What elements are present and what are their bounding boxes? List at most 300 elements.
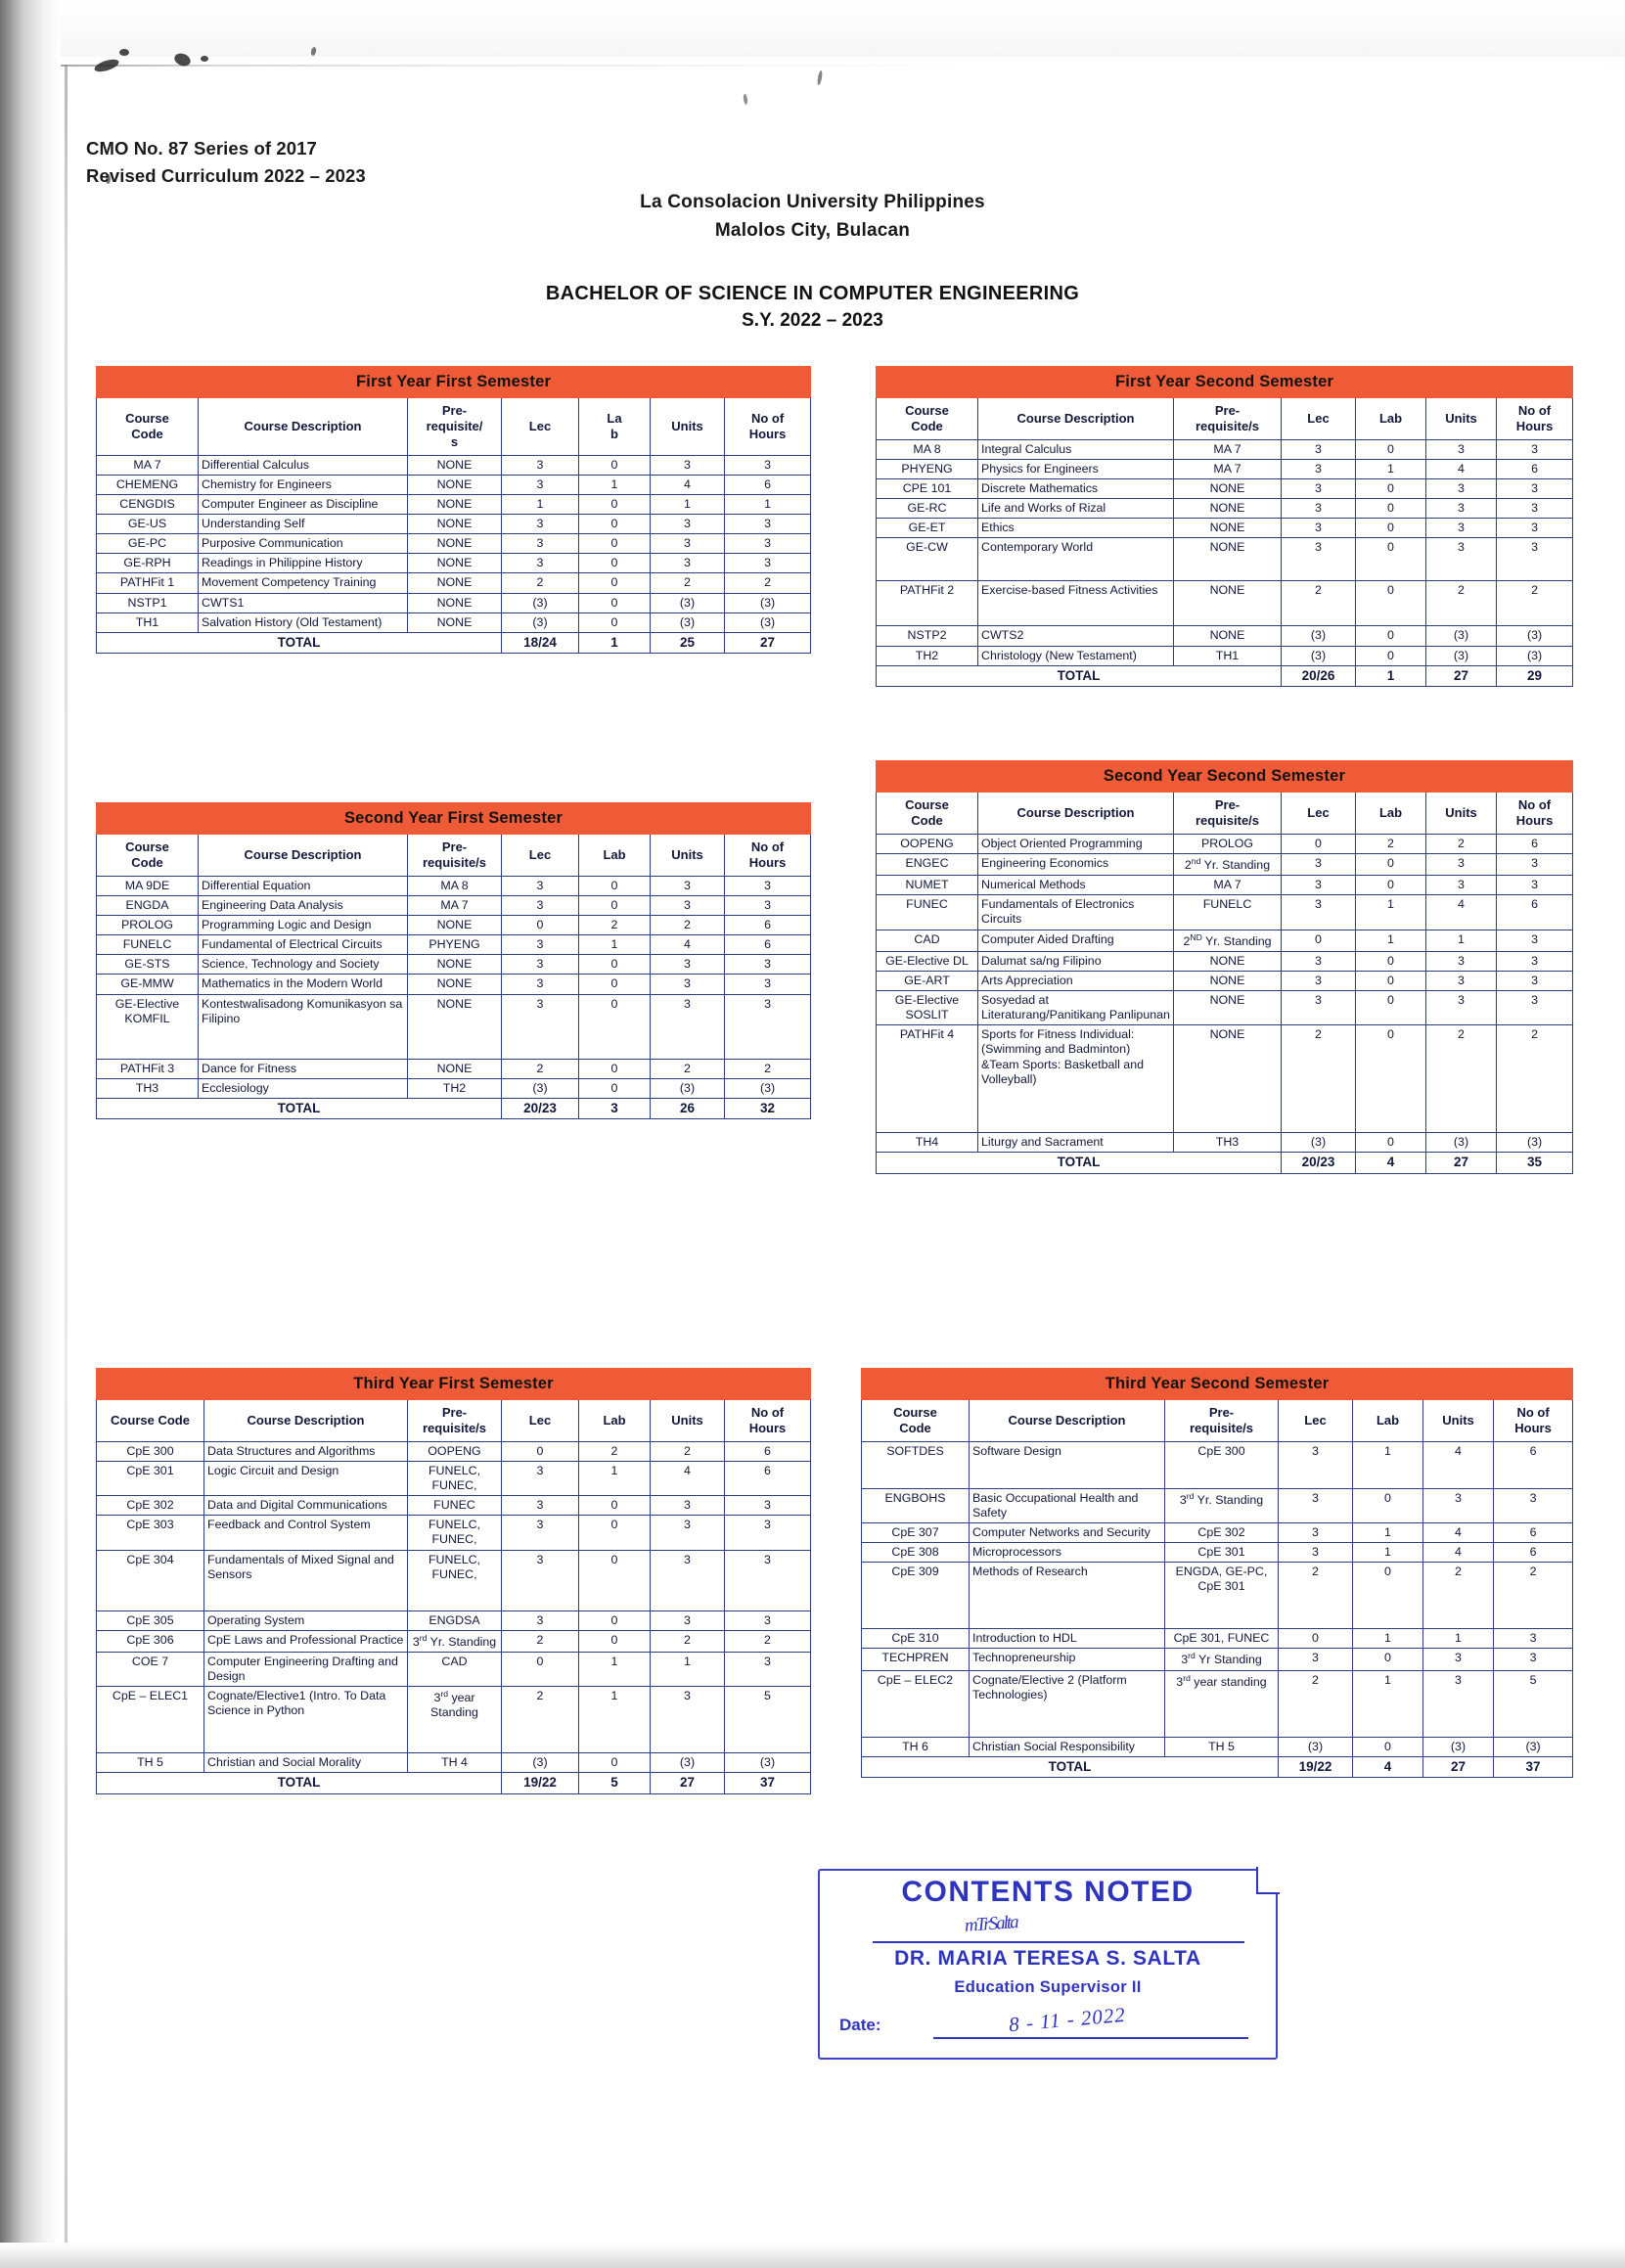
table-row (97, 554, 811, 573)
cell-prerequisite: NONE (1174, 479, 1282, 499)
banner-label: Third Year First Semester (97, 1369, 811, 1400)
table-row (862, 1488, 1573, 1522)
cell-units: 3 (651, 895, 725, 915)
cell-prerequisite: NONE (408, 916, 502, 935)
cell-lec: 3 (502, 1461, 579, 1495)
cell-description: Dance for Fitness (199, 1059, 408, 1078)
cell-code: TH3 (97, 1078, 199, 1098)
cell-lab: 0 (1353, 1563, 1423, 1629)
total-label: TOTAL (97, 1098, 502, 1118)
cell-prerequisite: 2ND Yr. Standing (1174, 930, 1282, 951)
scan-speck (201, 56, 208, 62)
cell-code: GE-RPH (97, 554, 199, 573)
cell-hours: 3 (1497, 538, 1573, 581)
cell-lab: 0 (1356, 853, 1426, 875)
cell-lab: 0 (1356, 581, 1426, 626)
cell-hours: 3 (725, 994, 811, 1059)
cell-prerequisite: CAD (408, 1652, 502, 1686)
cell-lec: 3 (1282, 499, 1356, 519)
scan-left-edge (0, 0, 61, 2268)
cell-hours: 6 (725, 916, 811, 935)
cell-lab: 0 (1353, 1488, 1423, 1522)
cell-hours: 3 (1497, 930, 1573, 951)
table-banner (877, 367, 1573, 398)
cell-description: Logic Circuit and Design (204, 1461, 408, 1495)
cell-lec: (3) (1279, 1737, 1353, 1756)
cell-prerequisite: NONE (1174, 951, 1282, 971)
cell-lab: 0 (1356, 876, 1426, 895)
header-units: Units (1426, 398, 1497, 440)
table-row (97, 876, 811, 895)
cell-description: Christology (New Testament) (978, 646, 1174, 665)
cell-code: CpE 305 (97, 1610, 204, 1630)
cell-lab: 1 (579, 935, 651, 955)
cell-code: FUNELC (97, 935, 199, 955)
cell-lec: (3) (1282, 1133, 1356, 1153)
table-row (97, 1059, 811, 1078)
cell-units: 2 (651, 573, 725, 593)
cell-lec: 0 (502, 916, 579, 935)
cell-hours: 6 (725, 1461, 811, 1495)
cell-lec: 3 (502, 994, 579, 1059)
cell-code: CpE 301 (97, 1461, 204, 1495)
scan-top-edge (0, 0, 1625, 57)
table-row (877, 930, 1573, 951)
cell-hours: 3 (1497, 439, 1573, 459)
cell-lab: 0 (1356, 1133, 1426, 1153)
university-city: Malolos City, Bulacan (714, 220, 911, 242)
cell-hours: (3) (1497, 646, 1573, 665)
table-row (862, 1563, 1573, 1629)
total-hours: 37 (1494, 1756, 1573, 1777)
cell-hours: (3) (1497, 1133, 1573, 1153)
cell-lab: 0 (579, 534, 651, 554)
cell-lec: 2 (1282, 1025, 1356, 1133)
table-total-row (877, 665, 1573, 686)
table-row (877, 581, 1573, 626)
cell-hours: 3 (1497, 519, 1573, 538)
table-row (97, 895, 811, 915)
cell-lab: 0 (1356, 1025, 1426, 1133)
cell-hours: (3) (1494, 1737, 1573, 1756)
scan-top-line (61, 65, 1625, 67)
date-rule (933, 2037, 1248, 2039)
header-prerequisite: Pre- requisite/ s (408, 398, 502, 456)
cell-units: 4 (1423, 1543, 1494, 1563)
cell-lec: (3) (1282, 646, 1356, 665)
cell-lec: 3 (1282, 459, 1356, 478)
cell-units: 3 (651, 1610, 725, 1630)
header-prerequisite: Pre- requisite/s (1174, 398, 1282, 440)
cell-units: 3 (1426, 876, 1497, 895)
table-row (97, 916, 811, 935)
cell-prerequisite: 2nd Yr. Standing (1174, 853, 1282, 875)
cell-hours: 6 (725, 935, 811, 955)
cell-prerequisite: NONE (408, 515, 502, 534)
table-row (97, 1610, 811, 1630)
table-row (97, 455, 811, 475)
date-label: Date: (839, 2016, 881, 2034)
table-first-year-first-semester (96, 366, 811, 654)
cell-units: (3) (1426, 1133, 1497, 1153)
table-row (877, 439, 1573, 459)
cell-lab: 0 (579, 494, 651, 514)
banner-label: Third Year Second Semester (862, 1369, 1573, 1400)
cell-units: 3 (1426, 439, 1497, 459)
table-row (97, 573, 811, 593)
cell-description: Exercise-based Fitness Activities (978, 581, 1174, 626)
cell-hours: 2 (1494, 1563, 1573, 1629)
table-column-header (97, 1400, 811, 1442)
header-course-description: Course Description (978, 398, 1174, 440)
cell-lec: (3) (502, 1078, 579, 1098)
cell-units: 2 (1426, 1025, 1497, 1133)
header-course-code: Course Code (97, 1400, 204, 1442)
handwritten-signature: mTrSalta (964, 1912, 1018, 1936)
cell-code: GE-ART (877, 971, 978, 990)
total-label: TOTAL (862, 1756, 1279, 1777)
cell-description: CpE Laws and Professional Practice (204, 1630, 408, 1652)
header-units: Units (651, 1400, 725, 1442)
cell-hours: (3) (725, 593, 811, 612)
cell-lec: 3 (1282, 519, 1356, 538)
table-total-row (877, 1153, 1573, 1173)
cell-lab: 0 (1353, 1649, 1423, 1670)
scan-speck (817, 70, 824, 85)
cell-prerequisite: TH 5 (1165, 1737, 1279, 1756)
table-row-highlighted (97, 1441, 811, 1461)
table-row (877, 876, 1573, 895)
cell-description: Technopreneurship (970, 1649, 1165, 1670)
cell-hours: (3) (725, 612, 811, 632)
total-hours: 29 (1497, 665, 1573, 686)
cell-code: GE-RC (877, 499, 978, 519)
table-row (877, 519, 1573, 538)
header-units: Units (651, 398, 725, 456)
cell-lec: 3 (1282, 895, 1356, 930)
table-row (97, 1516, 811, 1550)
cell-description: Fundamentals of Electronics Circuits (978, 895, 1174, 930)
cell-prerequisite: CpE 301 (1165, 1543, 1279, 1563)
cell-prerequisite: MA 7 (1174, 439, 1282, 459)
cell-code: TH 5 (97, 1753, 204, 1773)
scan-bottom-edge (0, 2243, 1625, 2268)
cell-description: Engineering Data Analysis (199, 895, 408, 915)
cell-lab: 1 (579, 1652, 651, 1686)
cell-description: Microprocessors (970, 1543, 1165, 1563)
scan-binding-line (65, 65, 68, 2268)
cell-prerequisite: FUNELC, FUNEC, (408, 1550, 502, 1610)
header-course-description: Course Description (199, 398, 408, 456)
cell-description: Feedback and Control System (204, 1516, 408, 1550)
cell-units: 3 (651, 955, 725, 975)
cell-lec: 3 (502, 1550, 579, 1610)
cell-hours: 3 (725, 455, 811, 475)
cell-lab: 0 (579, 573, 651, 593)
table-banner (97, 367, 811, 398)
header-lab: La b (579, 398, 651, 456)
table-row (877, 951, 1573, 971)
cell-code: GE-MMW (97, 975, 199, 994)
cell-hours: 2 (725, 1059, 811, 1078)
cell-hours: 3 (725, 895, 811, 915)
cell-units: 1 (1426, 930, 1497, 951)
total-units: 27 (1426, 1153, 1497, 1173)
cell-description: Purposive Communication (199, 534, 408, 554)
total-lab: 5 (579, 1773, 651, 1793)
cell-units: 4 (651, 475, 725, 494)
table-row (97, 975, 811, 994)
header-lab: Lab (579, 1400, 651, 1442)
cell-lec: 3 (1282, 971, 1356, 990)
cell-lec: (3) (1282, 626, 1356, 646)
university-name: La Consolacion University Philippines (640, 192, 985, 212)
cell-description: Liturgy and Sacrament (978, 1133, 1174, 1153)
cell-prerequisite: TH1 (1174, 646, 1282, 665)
cell-description: Chemistry for Engineers (199, 475, 408, 494)
header-lec: Lec (1282, 398, 1356, 440)
cell-description: Cognate/Elective 2 (Platform Technologies) (970, 1670, 1165, 1737)
header-course-description: Course Description (978, 793, 1174, 835)
cell-code: TH1 (97, 612, 199, 632)
header-units: Units (1423, 1400, 1494, 1442)
cell-units: 2 (651, 1630, 725, 1652)
cell-units: 2 (651, 1441, 725, 1461)
cmo-reference (86, 135, 366, 190)
cell-lec: (3) (502, 593, 579, 612)
table-column-header (877, 398, 1573, 440)
cell-description: CWTS1 (199, 593, 408, 612)
cell-lec: 0 (1282, 930, 1356, 951)
program-title: BACHELOR OF SCIENCE IN COMPUTER ENGINEERING (545, 282, 1080, 304)
cell-lab: 1 (1353, 1629, 1423, 1649)
cell-lab: 0 (579, 1630, 651, 1652)
total-lab: 1 (579, 632, 651, 653)
header-hours: No of Hours (1497, 793, 1573, 835)
cell-lab: 0 (579, 554, 651, 573)
cell-units: 3 (651, 876, 725, 895)
header-lec: Lec (502, 1400, 579, 1442)
cell-units: 2 (1426, 581, 1497, 626)
cell-prerequisite: ENGDSA (408, 1610, 502, 1630)
cell-lec: 3 (1279, 1649, 1353, 1670)
header-hours: No of Hours (725, 398, 811, 456)
table-second-year-second-semester (876, 760, 1573, 1174)
total-lec: 20/23 (502, 1098, 579, 1118)
header-prerequisite: Pre- requisite/s (1174, 793, 1282, 835)
cell-prerequisite: MA 7 (408, 895, 502, 915)
table-column-header (97, 835, 811, 877)
header-lec: Lec (502, 835, 579, 877)
table-row (877, 853, 1573, 875)
total-hours: 32 (725, 1098, 811, 1118)
cell-code: PATHFit 4 (877, 1025, 978, 1133)
school-year: S.Y. 2022 – 2023 (742, 309, 883, 331)
cell-description: Computer Engineering Drafting and Design (204, 1652, 408, 1686)
cell-lec: 1 (502, 494, 579, 514)
table-row (97, 1496, 811, 1516)
cell-prerequisite: 3rd Yr Standing (1165, 1649, 1279, 1670)
cell-lec: 3 (502, 1496, 579, 1516)
table-row (97, 534, 811, 554)
cell-hours: 3 (725, 975, 811, 994)
cell-code: CpE 300 (97, 1441, 204, 1461)
cell-units: 2 (1426, 834, 1497, 853)
cell-lec: 3 (502, 1516, 579, 1550)
cmo-line-2: Revised Curriculum 2022 – 2023 (86, 164, 366, 186)
cell-description: Differential Equation (199, 876, 408, 895)
total-hours: 27 (725, 632, 811, 653)
total-hours: 35 (1497, 1153, 1573, 1173)
cell-code: NSTP2 (877, 626, 978, 646)
cell-code: TH4 (877, 1133, 978, 1153)
cell-lec: 3 (502, 935, 579, 955)
cell-prerequisite: MA 7 (1174, 876, 1282, 895)
table-column-header (97, 398, 811, 456)
cell-lec: 0 (502, 1441, 579, 1461)
cell-hours: 2 (725, 573, 811, 593)
cell-hours: 5 (1494, 1670, 1573, 1737)
cell-units: 3 (1426, 951, 1497, 971)
cell-units: 3 (1426, 538, 1497, 581)
cell-description: Movement Competency Training (199, 573, 408, 593)
cell-hours: (3) (725, 1753, 811, 1773)
cell-prerequisite: NONE (1174, 626, 1282, 646)
cell-units: 3 (651, 455, 725, 475)
table-total-row (862, 1756, 1573, 1777)
table-row (97, 1550, 811, 1610)
total-lab: 4 (1353, 1756, 1423, 1777)
table-row (97, 515, 811, 534)
cell-lab: 0 (579, 593, 651, 612)
table-row (97, 475, 811, 494)
cell-lec: 3 (1282, 439, 1356, 459)
cell-prerequisite: CpE 301, FUNEC (1165, 1629, 1279, 1649)
cell-prerequisite: NONE (408, 1059, 502, 1078)
cell-lec: 2 (502, 573, 579, 593)
cell-description: Integral Calculus (978, 439, 1174, 459)
cell-code: ENGBOHS (862, 1488, 970, 1522)
cell-prerequisite: TH3 (1174, 1133, 1282, 1153)
cell-prerequisite: MA 7 (1174, 459, 1282, 478)
cell-description: Fundamentals of Mixed Signal and Sensors (204, 1550, 408, 1610)
cell-lec: 3 (502, 515, 579, 534)
cell-units: 3 (1426, 499, 1497, 519)
cell-prerequisite: NONE (408, 494, 502, 514)
cell-lab: 0 (579, 1550, 651, 1610)
cell-lab: 1 (1356, 895, 1426, 930)
cell-units: 3 (651, 554, 725, 573)
cell-units: (3) (1426, 626, 1497, 646)
table-row (877, 479, 1573, 499)
cell-description: Introduction to HDL (970, 1629, 1165, 1649)
cell-prerequisite: NONE (1174, 519, 1282, 538)
total-units: 25 (651, 632, 725, 653)
cell-code: GE-Elective KOMFIL (97, 994, 199, 1059)
cell-units: 3 (1426, 519, 1497, 538)
cell-hours: 2 (1497, 581, 1573, 626)
total-label: TOTAL (97, 1773, 502, 1793)
cell-prerequisite: NONE (1174, 971, 1282, 990)
cell-prerequisite: FUNELC, FUNEC, (408, 1516, 502, 1550)
cell-hours: 3 (725, 1652, 811, 1686)
cell-prerequisite: CpE 300 (1165, 1441, 1279, 1488)
cell-prerequisite: NONE (408, 573, 502, 593)
cell-description: Engineering Economics (978, 853, 1174, 875)
total-units: 27 (1423, 1756, 1494, 1777)
cell-units: (3) (651, 1753, 725, 1773)
cell-prerequisite: NONE (408, 455, 502, 475)
table-row (97, 955, 811, 975)
cell-description: Physics for Engineers (978, 459, 1174, 478)
cell-units: 3 (1426, 479, 1497, 499)
cell-description: Software Design (970, 1441, 1165, 1488)
cell-hours: (3) (1497, 626, 1573, 646)
cell-lec: 3 (1282, 951, 1356, 971)
table-total-row (97, 632, 811, 653)
cell-units: 3 (1423, 1670, 1494, 1737)
table-first-year-second-semester (876, 366, 1573, 687)
cell-description: Mathematics in the Modern World (199, 975, 408, 994)
header-lec: Lec (1279, 1400, 1353, 1442)
cell-lec: 2 (502, 1687, 579, 1753)
cell-lab: 0 (579, 955, 651, 975)
cell-description: Dalumat sa/ng Filipino (978, 951, 1174, 971)
cell-description: Data Structures and Algorithms (204, 1441, 408, 1461)
header-lab: Lab (1356, 793, 1426, 835)
header-prerequisite: Pre- requisite/s (408, 1400, 502, 1442)
cell-code: COE 7 (97, 1652, 204, 1686)
cell-lec: 2 (1282, 581, 1356, 626)
header-course-code: Course Code (97, 835, 199, 877)
cell-prerequisite: NONE (1174, 499, 1282, 519)
cell-units: 3 (1423, 1649, 1494, 1670)
cell-hours: 3 (725, 1496, 811, 1516)
header-units: Units (1426, 793, 1497, 835)
header-prerequisite: Pre- requisite/s (408, 835, 502, 877)
cell-code: CpE 302 (97, 1496, 204, 1516)
table-row (97, 1461, 811, 1495)
header-hours: No of Hours (725, 1400, 811, 1442)
cell-code: PATHFit 3 (97, 1059, 199, 1078)
cell-hours: 6 (1494, 1543, 1573, 1563)
cell-prerequisite: 3rd Yr. Standing (408, 1630, 502, 1652)
banner-label: Second Year Second Semester (877, 761, 1573, 793)
cell-description: Methods of Research (970, 1563, 1165, 1629)
cell-lec: 3 (1282, 853, 1356, 875)
table-row (97, 935, 811, 955)
banner-label: Second Year First Semester (97, 803, 811, 835)
table-column-header (862, 1400, 1573, 1442)
signature-rule (873, 1941, 1244, 1943)
cell-hours: 3 (1497, 991, 1573, 1025)
cell-prerequisite: ENGDA, GE-PC, CpE 301 (1165, 1563, 1279, 1629)
cell-code: CpE 304 (97, 1550, 204, 1610)
cell-lab: 1 (1356, 459, 1426, 478)
cell-hours: 3 (1497, 853, 1573, 875)
table-row (97, 612, 811, 632)
table-row (97, 1687, 811, 1753)
cell-hours: 3 (1497, 876, 1573, 895)
cell-lab: 1 (1356, 930, 1426, 951)
cell-lab: 0 (1356, 519, 1426, 538)
date-value: 8 - 11 - 2022 (1008, 2002, 1127, 2037)
cell-lab: 0 (1356, 951, 1426, 971)
cell-prerequisite: FUNELC (1174, 895, 1282, 930)
cell-hours: 3 (725, 515, 811, 534)
cell-lec: 3 (502, 455, 579, 475)
cell-description: Understanding Self (199, 515, 408, 534)
